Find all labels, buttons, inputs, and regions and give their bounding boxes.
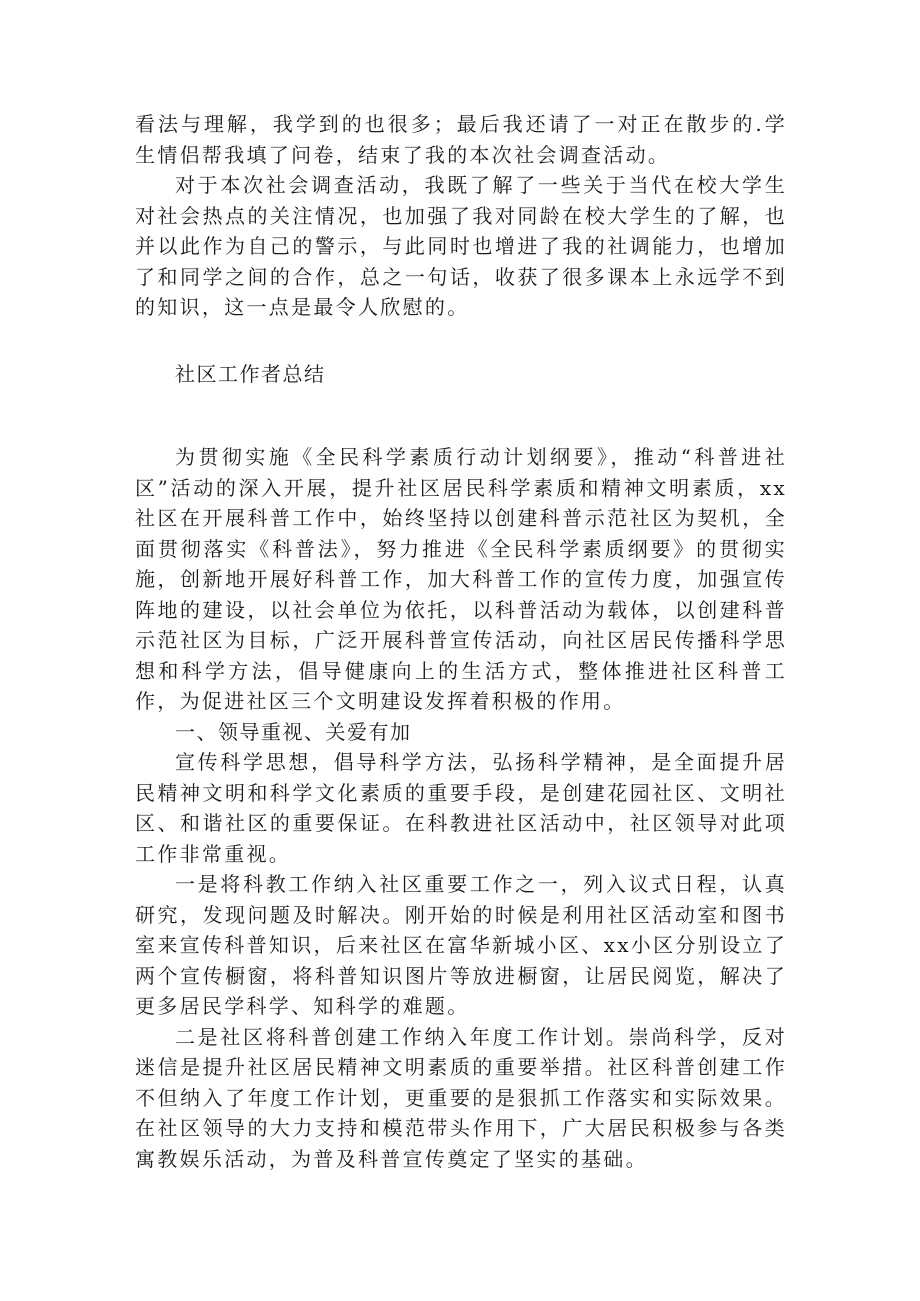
spacer [135, 323, 787, 359]
document-body [135, 109, 787, 1174]
paragraph-point-two: 二是社区将科普创建工作纳入年度工作计划。崇尚科学，反对迷信是提升社区居民精神文明素质的重要举措。社区科普创建工作不但纳入了年度工作计划，更重要的是狠抓工作落实和实际效果。在社区领导的大力支持和模范带头作用下，广大居民积极参与各类寓教娱乐活动，为普及科普宣传奠定了坚实的基础。 [135, 1024, 787, 1171]
section-title: 社区工作者总结 [175, 361, 326, 386]
paragraph-survey-reflection: 对于本次社会调查活动，我既了解了一些关于当代在校大学生对社会热点的关注情况，也加强了我对同龄在校大学生的了解，也并以此作为自己的警示，与此同时也增进了我的社调能力，也增加了和同学之间的合作，总之一句话，收获了很多课本上永远学不到的知识，这一点是最令人欣慰的。 [135, 173, 787, 319]
subheading-leadership: 一、领导重视、关爱有加 [175, 719, 412, 744]
paragraph-intro: 为贯彻实施《全民科学素质行动计划纲要》，推动“科普进社区”活动的深入开展，提升社区居民科学素质和精神文明素质，xx社区在开展科普工作中，始终坚持以创建科普示范社区为契机，全面贯彻落实《科普法》，努力推进《全民科学素质纲要》的贯彻实施，创新地开展好科普工作，加大科普工作的宣传力度，加强宣传阵地的建设，以社会单位为依托，以科普活动为载体，以创建科普示范社区为目标，广泛开展科普宣传活动，向社区居民传播科学思想和科学方法，倡导健康向上的生活方式，整体推进社区科普工作，为促进社区三个文明建设发挥着积极的作用。 [135, 445, 787, 713]
paragraph-leadership: 宣传科学思想，倡导科学方法，弘扬科学精神，是全面提升居民精神文明和科学文化素质的重要手段，是创建花园社区、文明社区、和谐社区的重要保证。在科教进社区活动中，社区领导对此项工作非常重视。 [135, 750, 787, 866]
paragraph-point-one: 一是将科教工作纳入社区重要工作之一，列入议式日程，认真研究，发现问题及时解决。刚开始的时候是利用社区活动室和图书室来宣传科普知识，后来社区在富华新城小区、xx小区分别设立了两个宣传橱窗，将科普知识图片等放进橱窗，让居民阅览，解决了更多居民学科学、知科学的难题。 [135, 872, 787, 1018]
spacer [135, 389, 787, 442]
paragraph-survey-end: 看法与理解，我学到的也很多；最后我还请了一对正在散步的.学生情侣帮我填了问卷，结束了我的本次社会调查活动。 [135, 112, 787, 167]
